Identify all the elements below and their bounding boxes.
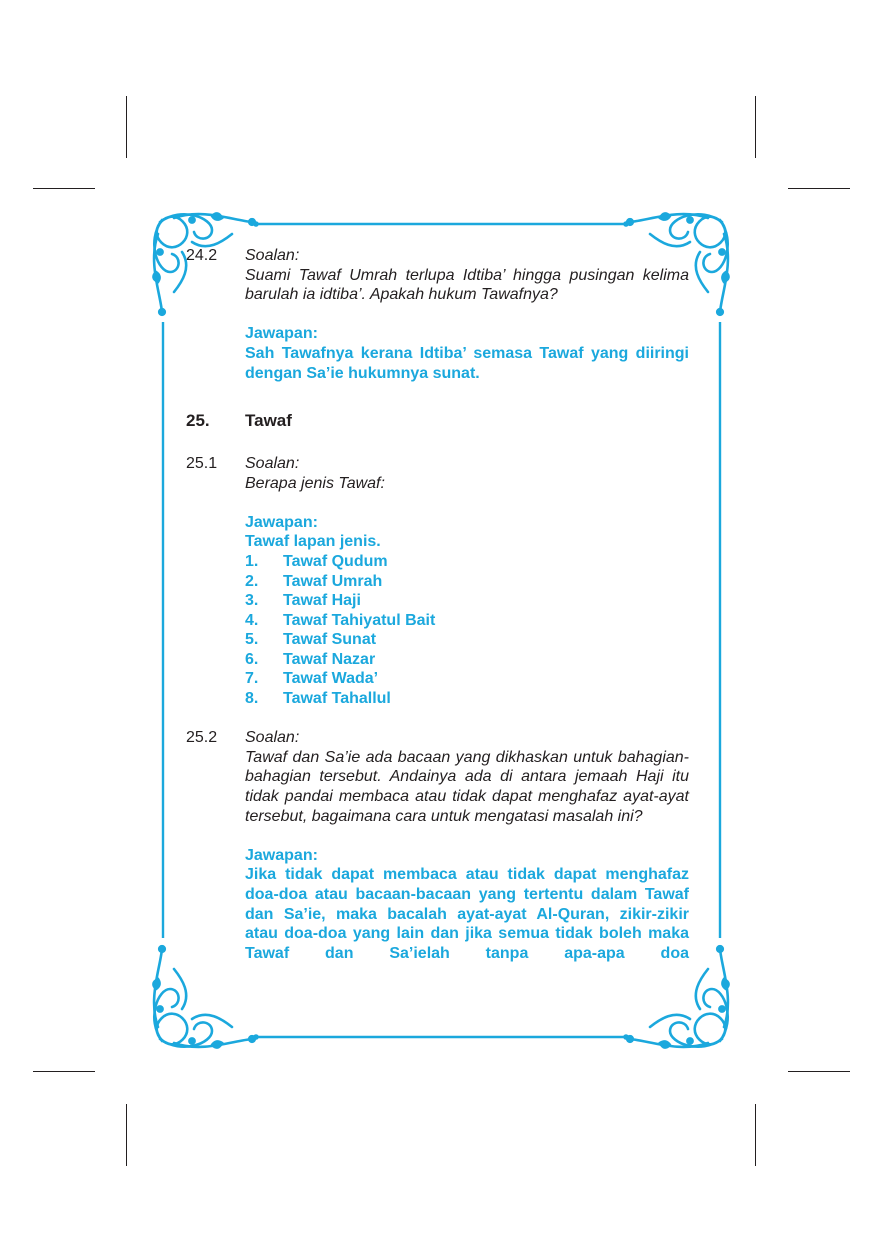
list-item: 2. Tawaf Umrah [245,572,383,590]
section-number: 25. [186,410,210,430]
question-text: Tawaf dan Sa’ie ada bacaan yang dikhaskan untuk bahagian-bahagian tersebut. Andainya ada di antara jemaah Haji itu tidak pandai membaca atau tidak dapat menghafaz ayat-ayat tersebut, bagaimana cara untuk mengatasi masalah ini? [245,748,689,825]
section-number: 25.2 [186,729,218,747]
answer-label: Jawapan: [245,325,318,343]
qa-24-2 [186,246,689,383]
answer-text: Jika tidak dapat membaca atau tidak dapat menghafaz doa-doa atau bacaan-bacaan yang tertentu dalam Tawaf dan Sa’ie, maka bacalah ayat-ayat Al-Quran, zikir-zikir atau doa-doa yang lain dan jika semua tidak boleh maka Tawaf dan Sa’ielah tanpa apa-apa doa [245,866,689,962]
answer-label: Jawapan: [245,846,318,864]
qa-25-2 [186,728,689,963]
section-heading-25 [186,411,689,431]
section-title: Tawaf [245,410,292,430]
list-item: 3. Tawaf Haji [245,592,361,610]
list-item: 5. Tawaf Sunat [245,631,377,649]
question-label: Soalan: [245,729,300,747]
list-item: 7. Tawaf Wada’ [245,670,379,688]
answer-text: Sah Tawafnya kerana Idtiba’ semasa Tawaf yang diiringi dengan Sa’ie hukumnya sunat. [245,344,689,382]
list-item: 8. Tawaf Tahallul [245,690,391,708]
question-label: Soalan: [245,454,300,472]
list-item: 1. Tawaf Qudum [245,552,388,570]
list-item: 4. Tawaf Tahiyatul Bait [245,611,436,629]
question-label: Soalan: [245,247,300,264]
page-content [186,246,689,963]
qa-25-1 [186,454,689,709]
answer-intro: Tawaf lapan jenis. [245,533,381,551]
question-text: Berapa jenis Tawaf: [245,474,385,492]
question-text: Suami Tawaf Umrah terlupa Idtiba’ hingga pusingan kelima barulah ia idtiba’. Apakah hukum Tawafnya? [245,266,689,304]
section-number: 25.1 [186,454,218,472]
tawaf-list [245,552,689,709]
answer-label: Jawapan: [245,513,318,531]
section-number: 24.2 [186,247,218,264]
list-item: 6. Tawaf Nazar [245,650,376,668]
